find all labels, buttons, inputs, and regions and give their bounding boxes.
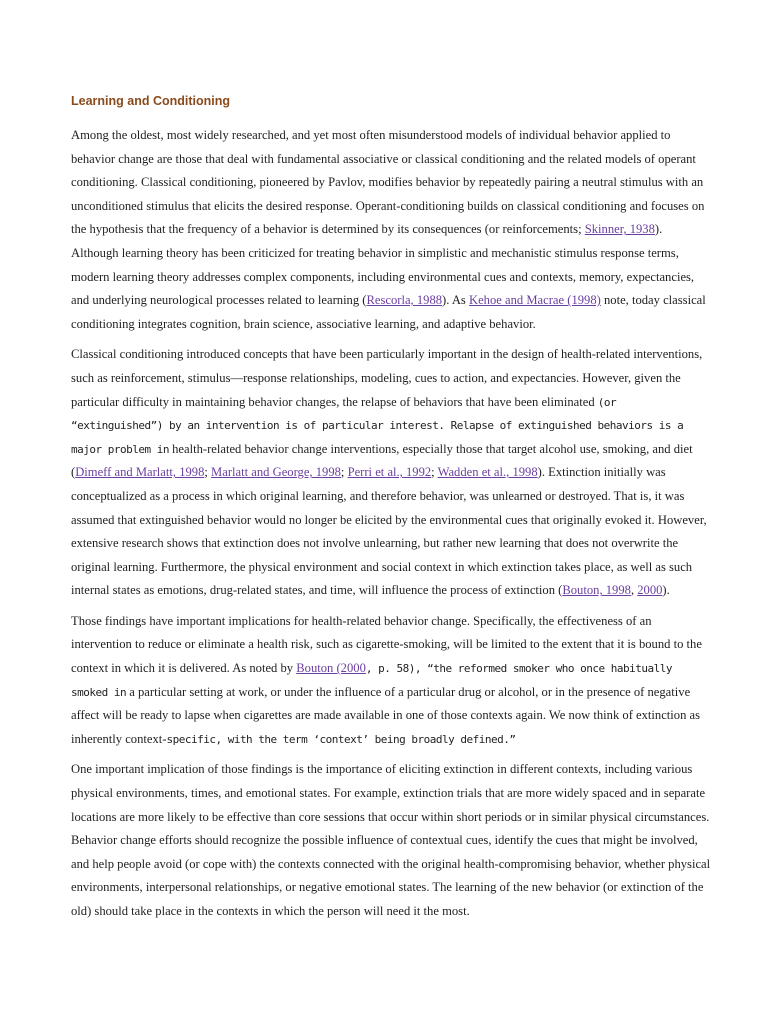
p2-separator: ; — [431, 465, 438, 480]
p1-text-4: note, today classical conditioning integrates cognition, brain science, associative learning, and adaptive behavior. — [71, 293, 706, 331]
paragraph-2 — [71, 343, 711, 603]
citation-wadden-link[interactable]: Wadden et al., 1998 — [437, 465, 538, 480]
paragraph-3 — [71, 610, 711, 752]
citation-skinner-link[interactable]: Skinner, 1938 — [584, 222, 655, 237]
citation-marlatt-link[interactable]: Marlatt and George, 1998 — [211, 465, 341, 480]
citation-bouton-2000-link[interactable]: 2000 — [637, 583, 663, 598]
p2-text-2: health-related behavior change interventions, especially those that target alcohol use, smoking, and diet ( — [71, 441, 693, 480]
p3-handwritten-text-2: specific, with the term ‘context’ being broadly defined.” — [166, 732, 516, 746]
paragraph-4: One important implication of those findings is the importance of eliciting extinction in different contexts, including various physical environments, times, and emotional states. For example, extinction trials that are more widely spaced and in separate locations are more likely to be effective than core sessions that occur within short periods or in similar physical circumstances. Behavior change efforts should recognize the possible influence of contextual cues, identify the cues that might be involved, and help people avoid (or cope with) the contexts connected with the original health-compromising behavior, whether physical environments, interpersonal relationships, or negative emotional states. The learning of the new behavior (or extinction of the old) should take place in the contexts in which the person will need it the most. — [71, 762, 711, 918]
citation-perri-link[interactable]: Perri et al., 1992 — [347, 465, 432, 480]
citation-bouton-1998-link[interactable]: Bouton, 1998 — [562, 583, 631, 598]
document-page — [71, 92, 711, 931]
p1-text-1: Among the oldest, most widely researched, and yet most often misunderstood models of individual behavior applied to behavior change are those that deal with fundamental associative or classical conditioning and the related models of operant conditioning. Classical conditioning, pioneered by Pavlov, modifies behavior by repeatedly pairing a neutral stimulus with an unconditioned stimulus that elicits the desired response. Operant-conditioning builds on classical conditioning and focuses on the hypothesis that the frequency of a behavior is determined by its consequences (or reinforcements; — [71, 128, 705, 237]
p1-text-2: ). Although learning theory has been criticized for treating behavior in simplistic and mechanistic stimulus response terms, modern learning theory addresses complex components, including environmental cues and contexts, memory, expectancies, and underlying neurological processes related to learning ( — [71, 222, 695, 308]
p3-text-2: a particular setting at work, or under the influence of a particular drug or alcohol, or in the presence of negative affect will be ready to lapse when cigarettes are made available in one of those contexts again. We now think of extinction as inherently context- — [71, 684, 701, 746]
p2-text-3: ). Extinction initially was conceptualized as a process in which original learning, and therefore behavior, was unlearned or destroyed. That is, it was assumed that extinguished behavior would no longer be elicited by the environmental cues that originally evoked it. However, extensive research shows that extinction does not involve unlearning, but rather new learning that does not overwrite the original learning. Furthermore, the physical environment and social context in which extinction takes place, as well as such internal states as emotions, drug-related states, and time, will influence the process of extinction ( — [71, 465, 707, 598]
p2-handwritten-text: (or “extinguished”) by an intervention is of particular interest. Relapse of extinguished behaviors is a major problem in — [71, 395, 684, 456]
p2-separator: ; — [204, 465, 212, 480]
citation-dimeff-link[interactable]: Dimeff and Marlatt, 1998 — [75, 465, 205, 480]
citation-rescorla-link[interactable]: Rescorla, 1988 — [366, 293, 443, 308]
p1-text-3: ). As — [442, 293, 469, 308]
paragraph-1 — [71, 124, 711, 336]
citation-bouton-2000-quote-link[interactable]: Bouton (2000 — [296, 661, 366, 676]
p3-text-1: Those findings have important implications for health-related behavior change. Specifically, the effectiveness of an intervention to reduce or eliminate a health risk, such as cigarette-smoking, will be limited to the extent that it is bound to the context in which it is delivered. As noted by — [71, 613, 702, 676]
section-heading: Learning and Conditioning — [71, 94, 231, 108]
p2-text-4: ). — [662, 583, 670, 598]
citation-kehoe-link[interactable]: Kehoe and Macrae (1998) — [469, 293, 601, 308]
p2-text-1: Classical conditioning introduced concepts that have been particularly important in the design of health-related interventions, such as reinforcement, stimulus—response relationships, modeling, cues to action, and expectancies. However, given the particular difficulty in maintaining behavior changes, the relapse of behaviors that have been eliminated — [71, 347, 703, 409]
p2-separator: , — [630, 583, 638, 598]
p3-handwritten-text-1: , p. 58), “the reformed smoker who once habitually smoked in — [71, 662, 673, 699]
p2-separator: ; — [340, 465, 348, 480]
